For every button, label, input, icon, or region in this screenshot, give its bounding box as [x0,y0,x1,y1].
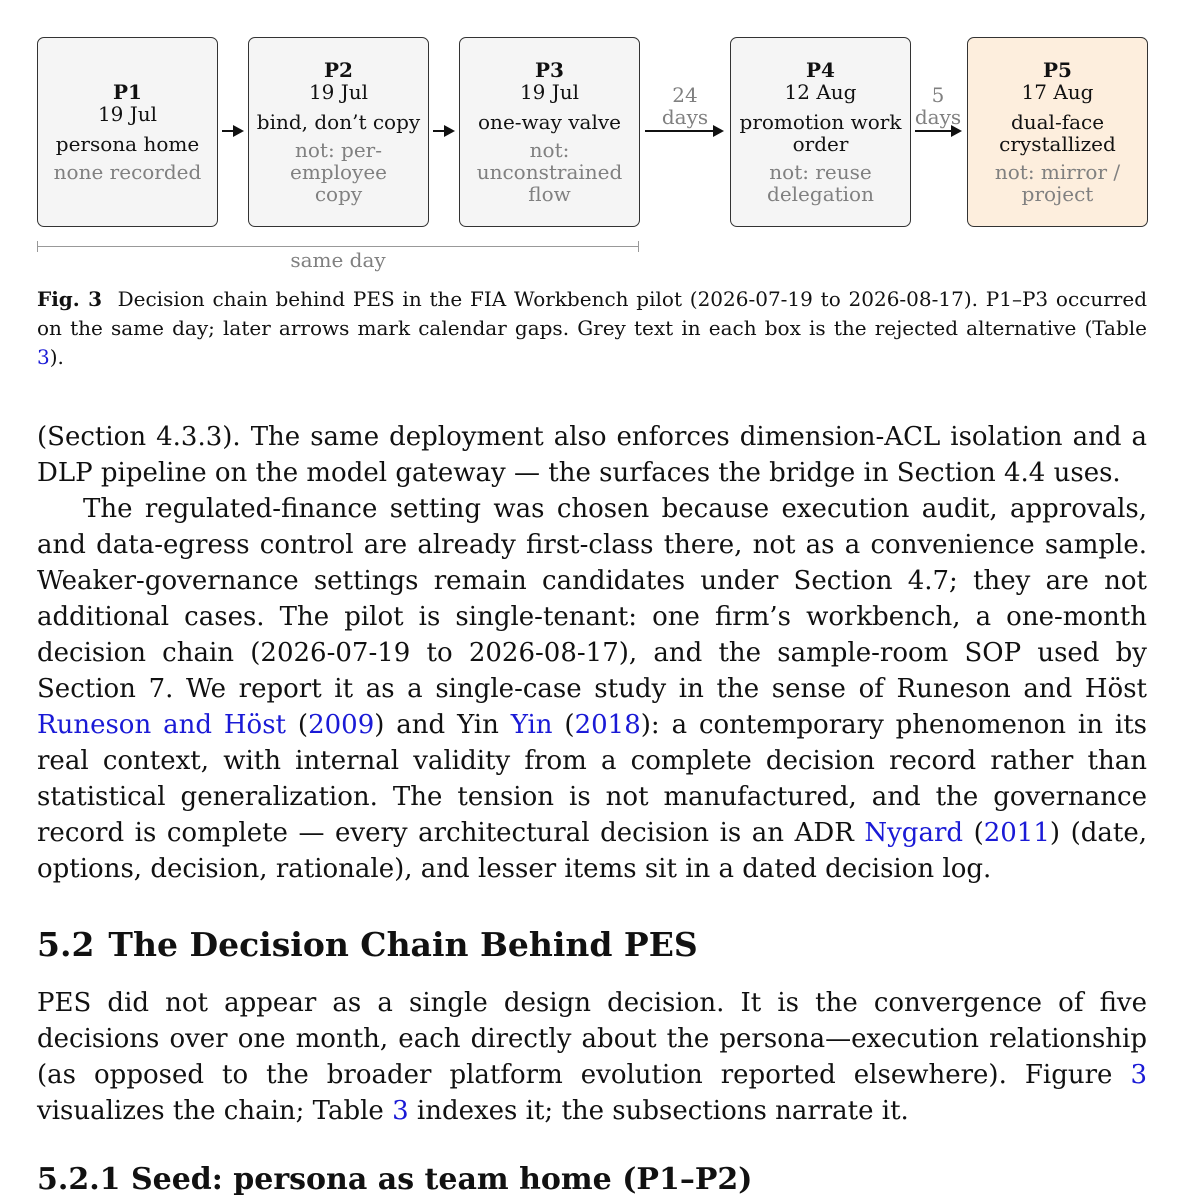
node-p1 [37,37,218,227]
citation-year-link[interactable]: 2018 [574,710,641,740]
section-heading [37,925,1147,965]
paragraph [37,985,1147,1129]
node-date: 19 Jul [519,80,580,104]
section-title: The Decision Chain Behind PES [108,925,698,964]
citation-year-link[interactable]: 2011 [983,818,1050,848]
node-id: P4 [806,58,835,82]
citation-link[interactable]: Nygard [864,818,964,848]
node-p2 [248,37,429,227]
section-number: 5.2 [37,925,95,964]
node-decision: dual-face crystallized [999,110,1116,156]
para-text: indexes it; the subsections narrate it. [408,1096,909,1126]
same-day-label: same day [290,248,386,272]
gap-label-24-days [645,84,725,128]
node-decision: bind, don’t copy [256,110,421,134]
para-text: The regulated-finance setting was chosen because execution audit, approvals, and data-egress control are already first-class there, not as a convenience sample. Weaker-governance settings remain candidates under Section 4.7; they are not additional cases. The pilot is single-tenant: one firm’s workbench, a one-month decision chain (2026-07-19 to 2026-08-17), and the sample-room SOP used by Section 7. We report it as a single-case study in the sense of Runeson and Höst [37,494,1147,704]
node-id: P2 [324,58,353,82]
subsection-heading: 5.2.1 Seed: persona as team home (P1–P2) [37,1162,753,1197]
gap-unit: days [914,105,962,129]
node-decision: persona home [55,132,200,156]
arrow-p2-p3 [433,130,453,132]
table-ref-link[interactable]: 3 [37,345,50,369]
node-rejected: none recorded [53,160,202,184]
body-text-block [37,419,1147,887]
node-id: P5 [1043,58,1072,82]
node-id: P1 [113,80,142,104]
gap-unit: days [661,105,709,129]
node-date: 17 Aug [1021,80,1094,104]
node-p4 [730,37,911,227]
node-p5 [967,37,1148,227]
node-date: 19 Jul [97,102,158,126]
caption-label: Fig. 3 [37,287,103,311]
arrow-p1-p2 [222,130,242,132]
para-text: PES did not appear as a single design decision. It is the convergence of five decisions over one month, each directly about the persona—execution relationship (as opposed to the broader platform evolution reported elsewhere). Figure [37,988,1147,1090]
table-ref-link[interactable]: 3 [392,1096,409,1126]
caption-text-end: ). [49,345,64,369]
para-text: : a contemporary phenomenon in its real context, with internal validity from a complete decision record rather than statistical generalization. The tension is not manufactured, and the governance record is complete — every architectural decision is an ADR [37,710,1147,848]
node-rejected: not: mirror / project [994,160,1121,206]
para-text: and Yin [384,710,511,740]
para-text: visualizes the chain; Table [37,1096,393,1126]
same-day-bracket [37,246,639,247]
node-rejected: not: unconstrained flow [476,138,623,206]
citation-link[interactable]: Runeson and Höst [37,710,287,740]
section-intro-block [37,985,1147,1129]
gap-label-5-days [914,84,962,128]
caption-text: Decision chain behind PES in the FIA Workbench pilot (2026-07-19 to 2026-08-17). P1–P3 occurred on the same day; later arrows mark calendar gaps. Grey text in each box is the rejected alternative (Table [37,287,1147,340]
node-id: P3 [535,58,564,82]
arrow-p3-p4 [645,130,722,132]
node-date: 19 Jul [308,80,369,104]
figure-caption [37,285,1147,372]
paragraph: The regulated-finance setting was chosen because execution audit, approvals, and data-egress control are already first-class there, not as a convenience sample. Weaker-governance settings remain candidates under Section 4.7; they are not additional cases. The pilot is single-tenant: one firm’s workbench, a one-month decision chain (2026-07-19 to 2026-08-17), and the sample-room SOP used by Section 7. We report it as a single-case study in the sense of Runeson and Höst Runeson and Höst (2009) and Yin Yin (2018): a contemporary phenomenon in its real context, with internal validity from a complete decision record rather than statistical generalization. The tension is not manufactured, and the governance record is complete — every architectural decision is an ADR Nygard (2011) (date, options, decision, rationale), and lesser items sit in a dated decision log. [37,494,1147,884]
figure-ref-link[interactable]: 3 [1130,1060,1147,1090]
citation-year-link[interactable]: 2009 [308,710,375,740]
citation-link[interactable]: Yin [510,710,553,740]
node-p3 [459,37,640,227]
gap-number: 5 [931,83,945,107]
node-rejected: not: per-employee copy [289,138,387,206]
paragraph: (Section 4.3.3). The same deployment also enforces dimension-ACL isolation and a DLP pipeline on the model gateway — the surfaces the bridge in Section 4.4 uses. [37,422,1147,488]
arrow-p4-p5 [915,130,960,132]
para-text: (date, options, decision, rationale), and lesser items sit in a dated decision log. [37,818,1147,884]
node-decision: promotion work order [739,110,902,156]
node-date: 12 Aug [784,80,857,104]
node-decision: one-way valve [478,110,621,134]
gap-number: 24 [672,83,698,107]
node-rejected: not: reuse delegation [767,160,874,206]
